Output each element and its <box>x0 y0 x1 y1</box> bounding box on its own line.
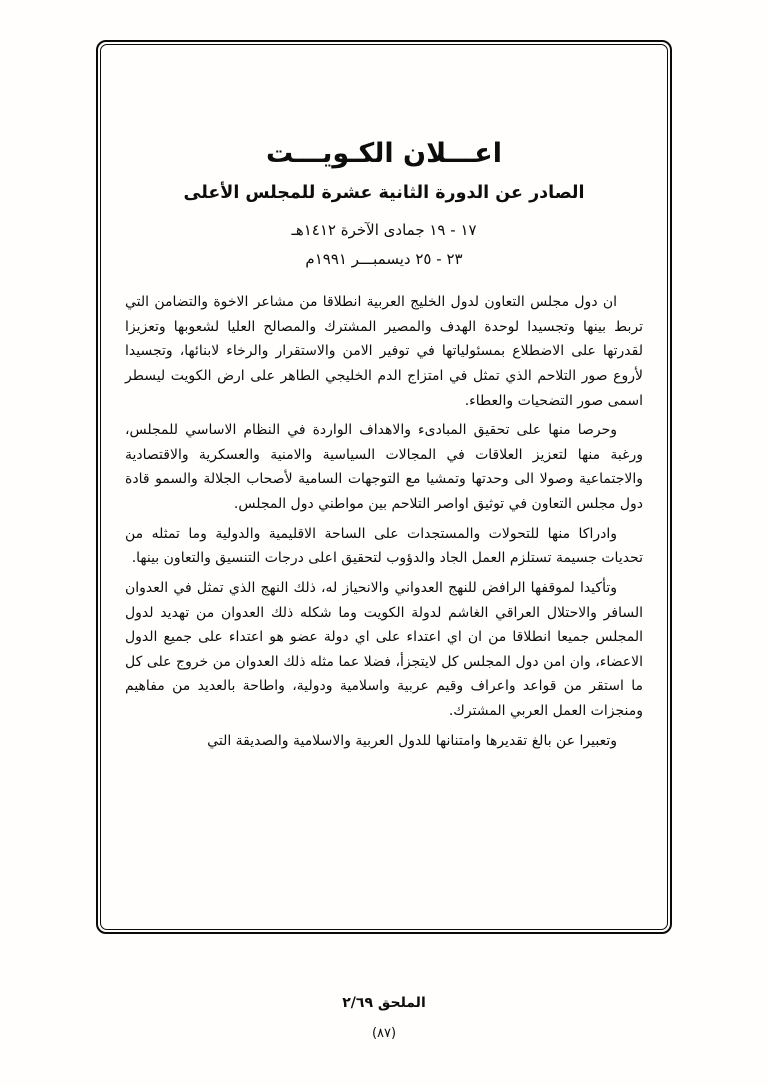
page-number: (٨٧) <box>371 1026 397 1041</box>
body-paragraph-2: وحرصا منها على تحقيق المبادىء والاهداف الواردة في النظام الاساسي للمجلس، ورغبة منها لتعزيز العلاقات في المجالات السياسية والامنية والعسكرية والاقتصادية والاجتماعية وصولا الى وحدتها وتمشيا مع التوجهات السامية لأصحاب الجلالة والسمو قادة دول مجلس التعاون في توثيق اواصر التلاحم بين مواطني دول المجلس. <box>125 422 643 512</box>
annex-label: الملحق ٢/٦٩ <box>342 995 426 1011</box>
body-paragraph-1: ان دول مجلس التعاون لدول الخليج العربية انطلاقا من مشاعر الاخوة والتضامن التي تربط بينها وتجسيدا لوحدة الهدف والمصير المشترك والمصالح العليا لشعوبها وتعزيزا لقدرتها على الاضطلاع بمسئولياتها في توفير الامن والاستقرار والرخاء لابنائها، وتجسيدا لأروع صور التلاحم الذي تمثل في امتزاج الدم الخليجي الطاهر على ارض الكويت ليسطر اسمى صور التضحيات والعطاء. <box>125 294 643 409</box>
document-subtitle: الصادر عن الدورة الثانية عشرة للمجلس الأعلى <box>183 183 585 203</box>
body-paragraph-4: وتأكيدا لموقفها الرافض للنهج العدواني والانحياز له، ذلك النهج الذي تمثل في العدوان السافر والاحتلال العراقي الغاشم لدولة الكويت وما شكله ذلك العدوان من تهديد لدول المجلس جميعا انطلاقا من ان اي اعتداء على اي دولة عضو هو اعتداء على جميع الدول الاعضاء، وان امن دول المجلس كل لايتجزأ، فضلا عما مثله ذلك العدوان من خروج على كل ما استقر من قواعد واعراف وقيم عربية واسلامية ودولية، واطاحة بالعديد من مفاهيم ومنجزات العمل العربي المشترك. <box>125 579 643 719</box>
body-paragraph-5: وتعبيرا عن بالغ تقديرها وامتنانها للدول العربية والاسلامية والصديقة التي <box>207 732 617 749</box>
document-title: اعـــلان الكـويـــت <box>266 138 502 169</box>
gregorian-date: ٢٣ - ٢٥ ديسمبـــر ١٩٩١م <box>305 250 463 268</box>
body-paragraph-3: وادراكا منها للتحولات والمستجدات على الساحة الاقليمية والدولية وما تمثله من تحديات جسيمة تستلزم العمل الجاد والدؤوب لتحقيق اعلى درجات التنسيق والتعاون بينها. <box>125 525 643 567</box>
document-body <box>125 290 643 753</box>
document-border-frame <box>96 40 672 934</box>
document-content <box>98 42 670 932</box>
hijri-date: ١٧ - ١٩ جمادى الآخرة ١٤١٢هـ <box>291 221 477 239</box>
